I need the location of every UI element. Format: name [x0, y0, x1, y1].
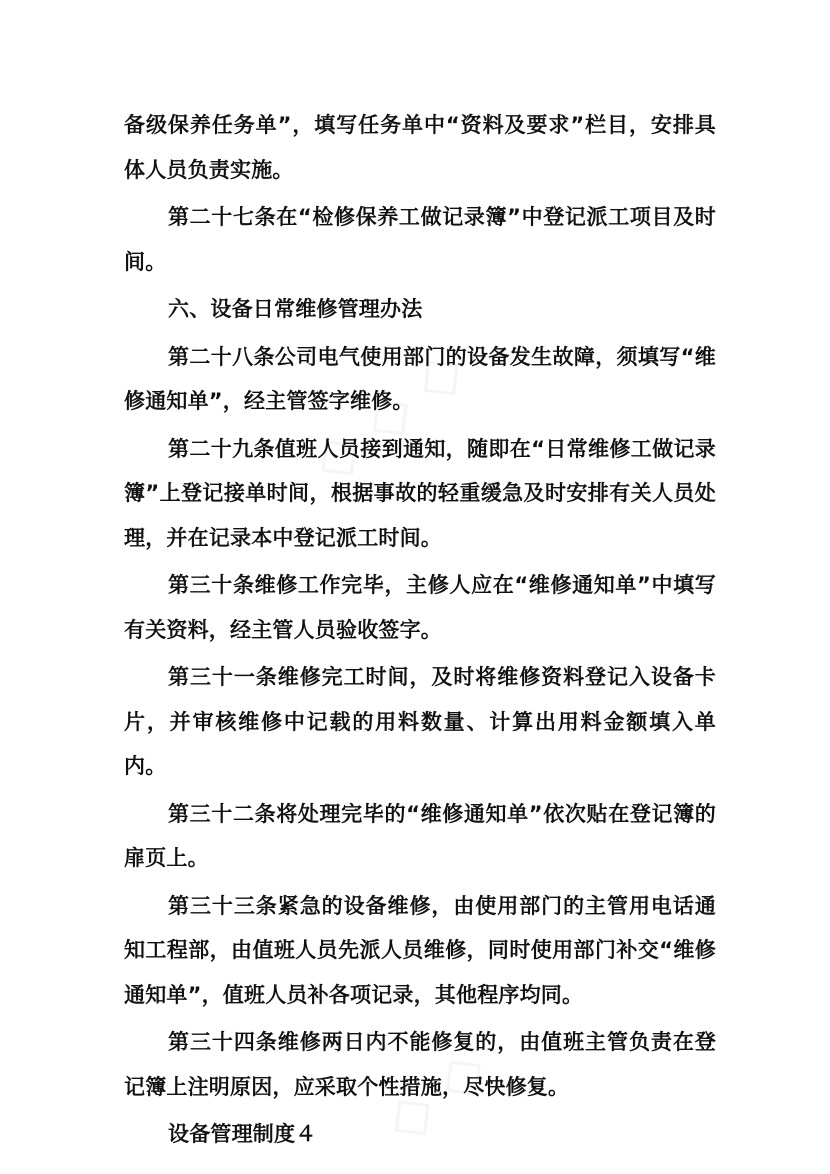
- paragraph-article-34: 第三十四条维修两日内不能修复的，由值班主管负责在登记簿上注明原因，应采取个性措施，尽快修复。: [124, 1030, 716, 1099]
- document-body: [124, 103, 716, 1157]
- paragraph-article-29: 第二十九条值班人员接到通知，随即在“日常维修工做记录簿”上登记接单时间，根据事故的轻重缓急及时安排有关人员处理，并在记录本中登记派工时间。: [124, 436, 716, 550]
- paragraph-article-28: 第二十八条公司电气使用部门的设备发生故障，须填写“维修通知单”，经主管签字维修。: [124, 344, 716, 413]
- paragraph-continuation: 备级保养任务单”，填写任务单中“资料及要求”栏目，安排具体人员负责实施。: [124, 113, 716, 182]
- paragraph-article-33: 第三十三条紧急的设备维修，由使用部门的主管用电话通知工程部，由值班人员先派人员维修，同时使用部门补交“维修通知单”，值班人员补各项记录，其他程序均同。: [124, 893, 716, 1007]
- section-heading-daily-maintenance: 六、设备日常维修管理办法: [168, 297, 423, 321]
- paragraph-article-27: 第二十七条在“检修保养工做记录簿”中登记派工项目及时间。: [124, 205, 716, 274]
- paragraph-article-31: 第三十一条维修完工时间，及时将维修资料登记入设备卡片，并审核维修中记载的用料数量、计算出用料金额填入单内。: [124, 665, 716, 778]
- section-heading-equipment-rules-4: 设备管理制度４: [168, 1122, 317, 1146]
- paragraph-article-32: 第三十二条将处理完毕的“维修通知单”依次贴在登记簿的扉页上。: [124, 801, 716, 870]
- paragraph-article-30: 第三十条维修工作完毕，主修人应在“维修通知单”中填写有关资料，经主管人员验收签字。: [124, 573, 716, 642]
